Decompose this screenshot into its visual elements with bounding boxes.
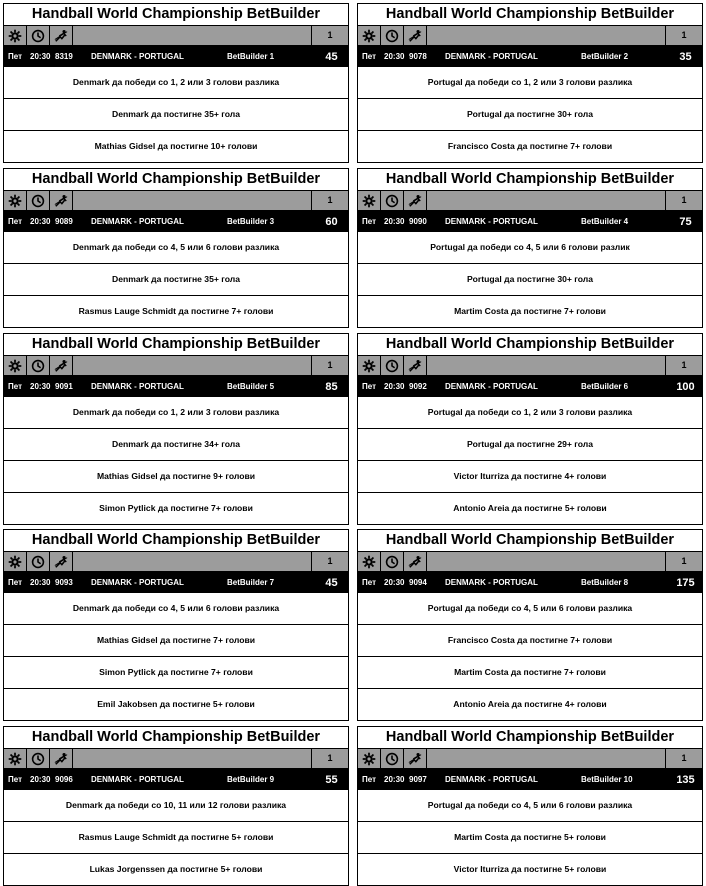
- selection-row: Denmark да победи со 4, 5 или 6 голови разлика: [72, 242, 280, 252]
- selection-row: Mathias Gidsel да постигне 7+ голови: [4, 624, 348, 656]
- selection-row: Denmark да победи со 1, 2 или 3 голови разлика: [72, 77, 280, 87]
- gear-icon[interactable]: [358, 191, 381, 210]
- match-teams: DENMARK - PORTUGAL: [445, 578, 538, 587]
- match-teams: DENMARK - PORTUGAL: [91, 52, 184, 61]
- match-bar[interactable]: [4, 46, 348, 67]
- handball-player-icon[interactable]: [404, 356, 427, 375]
- clock-icon[interactable]: [27, 552, 50, 571]
- betbuilder-card-2: [357, 3, 703, 163]
- betbuilder-card-3: [3, 168, 349, 328]
- card-title: Handball World Championship BetBuilder: [31, 6, 321, 22]
- match-day: Пет: [8, 52, 23, 61]
- odds-value: 175: [676, 576, 695, 589]
- clock-icon[interactable]: [27, 356, 50, 375]
- selection-row: Mathias Gidsel да постигне 9+ голови: [4, 460, 348, 492]
- selection-list: [4, 397, 348, 524]
- match-bar[interactable]: [4, 769, 348, 790]
- selection-row: Portugal да постигне 29+ гола: [358, 428, 702, 460]
- betbuilder-card-5: [3, 333, 349, 525]
- gear-icon[interactable]: [4, 191, 27, 210]
- gear-icon[interactable]: [358, 749, 381, 768]
- handball-player-icon[interactable]: [404, 749, 427, 768]
- card-title: Handball World Championship BetBuilder: [31, 729, 321, 745]
- handball-player-icon[interactable]: [404, 552, 427, 571]
- match-bar[interactable]: [358, 769, 702, 790]
- bar-spacer: [427, 356, 666, 375]
- odds-value: 60: [325, 215, 338, 228]
- selection-row: Martim Costa да постигне 7+ голови: [358, 656, 702, 688]
- match-day: Пет: [8, 775, 23, 784]
- selection-count: 1: [681, 556, 687, 566]
- match-teams: DENMARK - PORTUGAL: [445, 382, 538, 391]
- match-teams: DENMARK - PORTUGAL: [91, 578, 184, 587]
- selection-row: Denmark да постигне 34+ гола: [4, 428, 348, 460]
- selection-row: Portugal да постигне 30+ гола: [358, 98, 702, 130]
- selection-list: [358, 232, 702, 327]
- match-time: 20:30: [30, 52, 51, 61]
- selection-row: Martim Costa да постигне 5+ голови: [358, 821, 702, 853]
- handball-player-icon[interactable]: [50, 552, 73, 571]
- match-time: 20:30: [30, 382, 51, 391]
- match-code: 9092: [409, 382, 427, 391]
- betbuilder-label: BetBuilder 6: [581, 382, 629, 391]
- match-code: 8319: [55, 52, 73, 61]
- betbuilder-card-9: [3, 726, 349, 886]
- betbuilder-card-10: [357, 726, 703, 886]
- icon-bar: [358, 25, 702, 46]
- betbuilder-card-8: [357, 529, 703, 721]
- betbuilder-label: BetBuilder 8: [581, 578, 629, 587]
- icon-bar: [4, 748, 348, 769]
- odds-value: 135: [676, 773, 695, 786]
- betbuilder-card-4: [357, 168, 703, 328]
- selection-count: 1: [327, 30, 333, 40]
- odds-value: 55: [325, 773, 338, 786]
- handball-player-icon[interactable]: [50, 26, 73, 45]
- clock-icon[interactable]: [27, 749, 50, 768]
- selection-count: 1: [327, 753, 333, 763]
- selection-row: Portugal да победи со 4, 5 или 6 голови разлик: [430, 242, 630, 252]
- match-day: Пет: [8, 578, 23, 587]
- match-day: Пет: [8, 217, 23, 226]
- bar-spacer: [73, 191, 312, 210]
- selection-count: 1: [681, 753, 687, 763]
- clock-icon[interactable]: [381, 26, 404, 45]
- selection-count: 1: [327, 556, 333, 566]
- odds-value: 100: [676, 380, 695, 393]
- betbuilder-label: BetBuilder 1: [227, 52, 275, 61]
- bar-spacer: [427, 191, 666, 210]
- match-day: Пет: [362, 775, 377, 784]
- clock-icon[interactable]: [381, 749, 404, 768]
- selection-count: 1: [681, 30, 687, 40]
- betbuilder-label: BetBuilder 4: [581, 217, 629, 226]
- selection-row: Denmark да постигне 35+ гола: [4, 98, 348, 130]
- bar-spacer: [73, 26, 312, 45]
- card-title: Handball World Championship BetBuilder: [385, 171, 675, 187]
- selection-row: Rasmus Lauge Schmidt да постигне 5+ голови: [4, 821, 348, 853]
- bar-spacer: [73, 552, 312, 571]
- match-teams: DENMARK - PORTUGAL: [91, 217, 184, 226]
- selection-row: Francisco Costa да постигне 7+ голови: [358, 130, 702, 162]
- clock-icon[interactable]: [27, 191, 50, 210]
- selection-list: [4, 67, 348, 162]
- match-day: Пет: [362, 52, 377, 61]
- card-title: Handball World Championship BetBuilder: [385, 729, 675, 745]
- handball-player-icon[interactable]: [50, 356, 73, 375]
- selection-row: Lukas Jorgenssen да постигне 5+ голови: [4, 853, 348, 885]
- selection-list: [4, 593, 348, 720]
- selection-list: [358, 397, 702, 524]
- match-code: 9091: [55, 382, 73, 391]
- match-day: Пет: [362, 382, 377, 391]
- match-bar[interactable]: [358, 572, 702, 593]
- match-code: 9089: [55, 217, 73, 226]
- match-day: Пет: [8, 382, 23, 391]
- match-teams: DENMARK - PORTUGAL: [445, 52, 538, 61]
- selection-list: [4, 232, 348, 327]
- selection-row: Portugal да победи со 1, 2 или 3 голови разлика: [427, 407, 633, 417]
- match-time: 20:30: [384, 382, 405, 391]
- match-bar[interactable]: [4, 572, 348, 593]
- odds-value: 45: [325, 576, 338, 589]
- card-title: Handball World Championship BetBuilder: [385, 336, 675, 352]
- card-title: Handball World Championship BetBuilder: [385, 532, 675, 548]
- gear-icon[interactable]: [4, 552, 27, 571]
- match-teams: DENMARK - PORTUGAL: [91, 775, 184, 784]
- selection-list: [358, 593, 702, 720]
- selection-count: 1: [681, 195, 687, 205]
- match-code: 9090: [409, 217, 427, 226]
- selection-count: 1: [327, 360, 333, 370]
- selection-row: Antonio Areia да постигне 5+ голови: [358, 492, 702, 524]
- match-time: 20:30: [30, 775, 51, 784]
- bar-spacer: [427, 552, 666, 571]
- icon-bar: [358, 551, 702, 572]
- selection-list: [358, 67, 702, 162]
- betbuilder-card-1: [3, 3, 349, 163]
- icon-bar: [358, 355, 702, 376]
- selection-row: Rasmus Lauge Schmidt да постигне 7+ голови: [4, 295, 348, 327]
- match-code: 9094: [409, 578, 427, 587]
- match-code: 9097: [409, 775, 427, 784]
- match-code: 9093: [55, 578, 73, 587]
- clock-icon[interactable]: [27, 26, 50, 45]
- match-code: 9078: [409, 52, 427, 61]
- match-teams: DENMARK - PORTUGAL: [91, 382, 184, 391]
- selection-row: Simon Pytlick да постигне 7+ голови: [4, 656, 348, 688]
- selection-row: Portugal да победи со 1, 2 или 3 голови разлика: [427, 77, 633, 87]
- icon-bar: [4, 551, 348, 572]
- selection-row: Denmark да победи со 1, 2 или 3 голови разлика: [72, 407, 280, 417]
- selection-row: Denmark да победи со 10, 11 или 12 голови разлика: [65, 800, 287, 810]
- match-teams: DENMARK - PORTUGAL: [445, 775, 538, 784]
- selection-row: Francisco Costa да постигне 7+ голови: [358, 624, 702, 656]
- match-time: 20:30: [384, 217, 405, 226]
- selection-row: Denmark да победи со 4, 5 или 6 голови разлика: [72, 603, 280, 613]
- gear-icon[interactable]: [358, 552, 381, 571]
- match-bar[interactable]: [358, 376, 702, 397]
- selection-row: Victor Iturriza да постигне 5+ голови: [358, 853, 702, 885]
- selection-row: Portugal да победи со 4, 5 или 6 голови разлика: [427, 603, 633, 613]
- match-time: 20:30: [384, 52, 405, 61]
- match-time: 20:30: [30, 578, 51, 587]
- selection-row: Emil Jakobsen да постигне 5+ голови: [4, 688, 348, 720]
- icon-bar: [358, 748, 702, 769]
- handball-player-icon[interactable]: [404, 26, 427, 45]
- handball-player-icon[interactable]: [404, 191, 427, 210]
- betbuilder-label: BetBuilder 7: [227, 578, 275, 587]
- card-title: Handball World Championship BetBuilder: [31, 532, 321, 548]
- clock-icon[interactable]: [381, 356, 404, 375]
- selection-row: Portugal да постигне 30+ гола: [358, 263, 702, 295]
- selection-count: 1: [681, 360, 687, 370]
- icon-bar: [358, 190, 702, 211]
- betbuilder-label: BetBuilder 10: [581, 775, 633, 784]
- betbuilder-label: BetBuilder 5: [227, 382, 275, 391]
- selection-row: Martim Costa да постигне 7+ голови: [358, 295, 702, 327]
- odds-value: 45: [325, 50, 338, 63]
- selection-row: Denmark да постигне 35+ гола: [4, 263, 348, 295]
- odds-value: 85: [325, 380, 338, 393]
- gear-icon[interactable]: [4, 26, 27, 45]
- match-bar[interactable]: [358, 46, 702, 67]
- match-bar[interactable]: [4, 376, 348, 397]
- match-day: Пет: [362, 578, 377, 587]
- betbuilder-card-7: [3, 529, 349, 721]
- selection-list: [358, 790, 702, 885]
- clock-icon[interactable]: [381, 191, 404, 210]
- selection-row: Portugal да победи со 4, 5 или 6 голови разлика: [427, 800, 633, 810]
- betbuilder-label: BetBuilder 9: [227, 775, 275, 784]
- icon-bar: [4, 25, 348, 46]
- bar-spacer: [73, 356, 312, 375]
- match-time: 20:30: [30, 217, 51, 226]
- bar-spacer: [73, 749, 312, 768]
- handball-player-icon[interactable]: [50, 749, 73, 768]
- selection-row: Simon Pytlick да постигне 7+ голови: [4, 492, 348, 524]
- match-teams: DENMARK - PORTUGAL: [445, 217, 538, 226]
- gear-icon[interactable]: [358, 26, 381, 45]
- card-title: Handball World Championship BetBuilder: [31, 171, 321, 187]
- selection-count: 1: [327, 195, 333, 205]
- selection-row: Antonio Areia да постигне 4+ голови: [358, 688, 702, 720]
- card-title: Handball World Championship BetBuilder: [385, 6, 675, 22]
- clock-icon[interactable]: [381, 552, 404, 571]
- betbuilder-label: BetBuilder 2: [581, 52, 629, 61]
- gear-icon[interactable]: [358, 356, 381, 375]
- selection-list: [4, 790, 348, 885]
- selection-row: Victor Iturriza да постигне 4+ голови: [358, 460, 702, 492]
- card-title: Handball World Championship BetBuilder: [31, 336, 321, 352]
- icon-bar: [4, 355, 348, 376]
- match-day: Пет: [362, 217, 377, 226]
- selection-row: Mathias Gidsel да постигне 10+ голови: [4, 130, 348, 162]
- match-time: 20:30: [384, 775, 405, 784]
- bar-spacer: [427, 26, 666, 45]
- gear-icon[interactable]: [4, 749, 27, 768]
- bar-spacer: [427, 749, 666, 768]
- odds-value: 35: [679, 50, 692, 63]
- gear-icon[interactable]: [4, 356, 27, 375]
- handball-player-icon[interactable]: [50, 191, 73, 210]
- betbuilder-card-6: [357, 333, 703, 525]
- match-code: 9096: [55, 775, 73, 784]
- icon-bar: [4, 190, 348, 211]
- betbuilder-label: BetBuilder 3: [227, 217, 275, 226]
- match-bar[interactable]: [4, 211, 348, 232]
- odds-value: 75: [679, 215, 692, 228]
- match-time: 20:30: [384, 578, 405, 587]
- match-bar[interactable]: [358, 211, 702, 232]
